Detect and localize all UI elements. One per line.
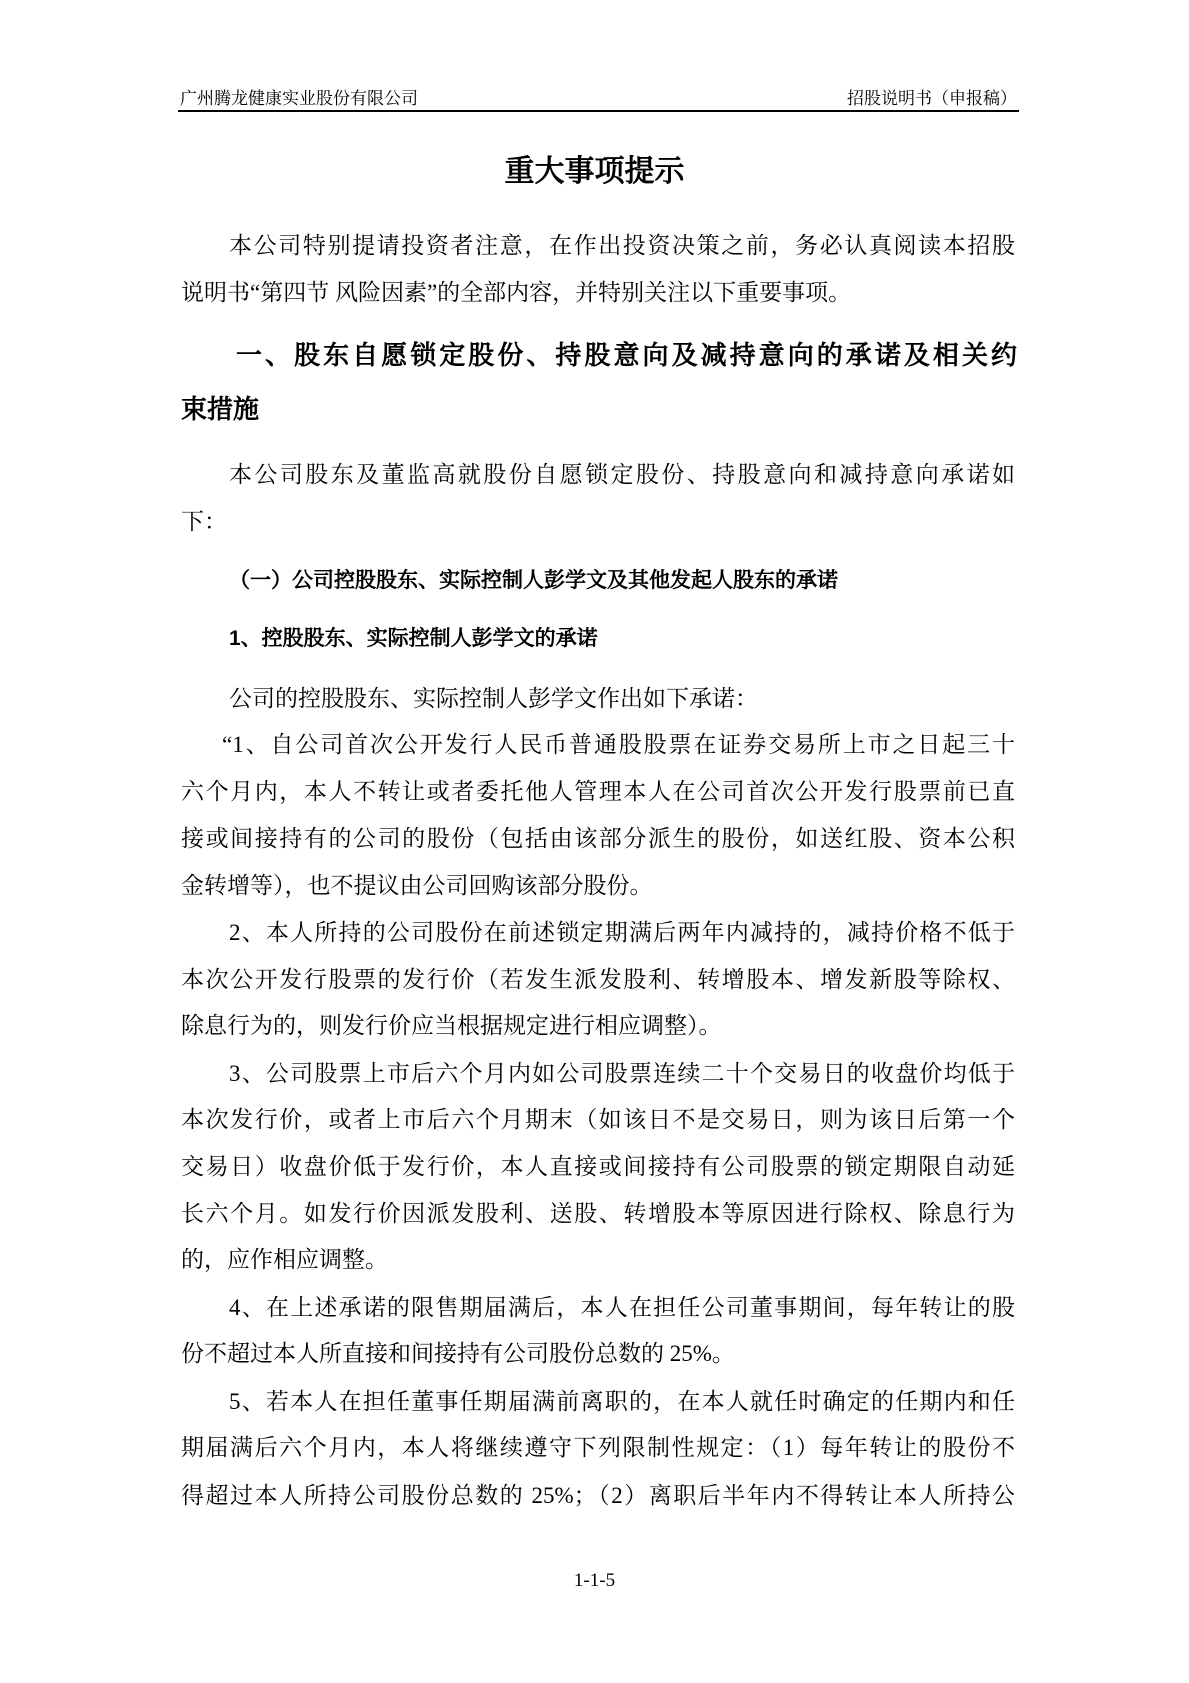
subsection-heading: 1、控股股东、实际控制人彭学文的承诺 (229, 627, 598, 650)
paragraph-line: 金转增等），也不提议由公司回购该部分股份。 (181, 873, 653, 898)
section-heading: 束措施 (181, 394, 260, 424)
paragraph-line: 长六个月。如发行价因派发股利、送股、转增股本等原因进行除权、除息行为 (181, 1201, 1015, 1226)
paragraph-line: 公司的控股股东、实际控制人彭学文作出如下承诺： (229, 686, 758, 711)
paragraph-line: 的，应作相应调整。 (181, 1247, 388, 1272)
header-company: 广州腾龙健康实业股份有限公司 (180, 89, 418, 108)
paragraph-line: 2、本人所持的公司股份在前述锁定期满后两年内减持的，减持价格不低于 (229, 920, 1015, 945)
paragraph-line: 本次公开发行股票的发行价（若发生派发股利、转增股本、增发新股等除权、 (181, 967, 1015, 992)
paragraph-line: 5、若本人在担任董事任期届满前离职的，在本人就任时确定的任期内和任 (229, 1389, 1015, 1414)
paragraph-line: 交易日）收盘价低于发行价，本人直接或间接持有公司股票的锁定期限自动延 (181, 1154, 1015, 1179)
header-rule (178, 110, 1019, 112)
page-number: 1-1-5 (573, 1570, 616, 1591)
paragraph-line: 期届满后六个月内，本人将继续遵守下列限制性规定：（1）每年转让的股份不 (181, 1435, 1015, 1460)
paragraph-line: 得超过本人所持公司股份总数的 25%；（2）离职后半年内不得转让本人所持公 (181, 1483, 1015, 1508)
paragraph-line: “1、自公司首次公开发行人民币普通股股票在证券交易所上市之日起三十 (222, 732, 1015, 757)
subsection-heading: （一）公司控股股东、实际控制人彭学文及其他发起人股东的承诺 (229, 569, 838, 592)
paragraph-line: 六个月内，本人不转让或者委托他人管理本人在公司首次公开发行股票前已直 (181, 779, 1015, 804)
header-doc-type: 招股说明书（申报稿） (847, 89, 1017, 108)
paragraph-line: 下： (181, 509, 227, 534)
paragraph-line: 说明书“第四节 风险因素”的全部内容，并特别关注以下重要事项。 (181, 280, 852, 305)
section-heading: 一、股东自愿锁定股份、持股意向及减持意向的承诺及相关约 (236, 340, 1017, 370)
paragraph-line: 本公司股东及董监高就股份自愿锁定股份、持股意向和减持意向承诺如 (229, 462, 1015, 487)
paragraph-line: 3、公司股票上市后六个月内如公司股票连续二十个交易日的收盘价均低于 (229, 1061, 1015, 1086)
paragraph-line: 4、在上述承诺的限售期届满后，本人在担任公司董事期间，每年转让的股 (229, 1295, 1015, 1320)
paragraph-line: 份不超过本人所直接和间接持有公司股份总数的 25%。 (181, 1341, 735, 1366)
paragraph-line: 除息行为的，则发行价应当根据规定进行相应调整）。 (181, 1013, 722, 1038)
page-title: 重大事项提示 (504, 155, 685, 188)
paragraph-line: 本公司特别提请投资者注意，在作出投资决策之前，务必认真阅读本招股 (229, 233, 1015, 258)
paragraph-line: 本次发行价，或者上市后六个月期末（如该日不是交易日，则为该日后第一个 (181, 1107, 1015, 1132)
paragraph-line: 接或间接持有的公司的股份（包括由该部分派生的股份，如送红股、资本公积 (181, 826, 1015, 851)
